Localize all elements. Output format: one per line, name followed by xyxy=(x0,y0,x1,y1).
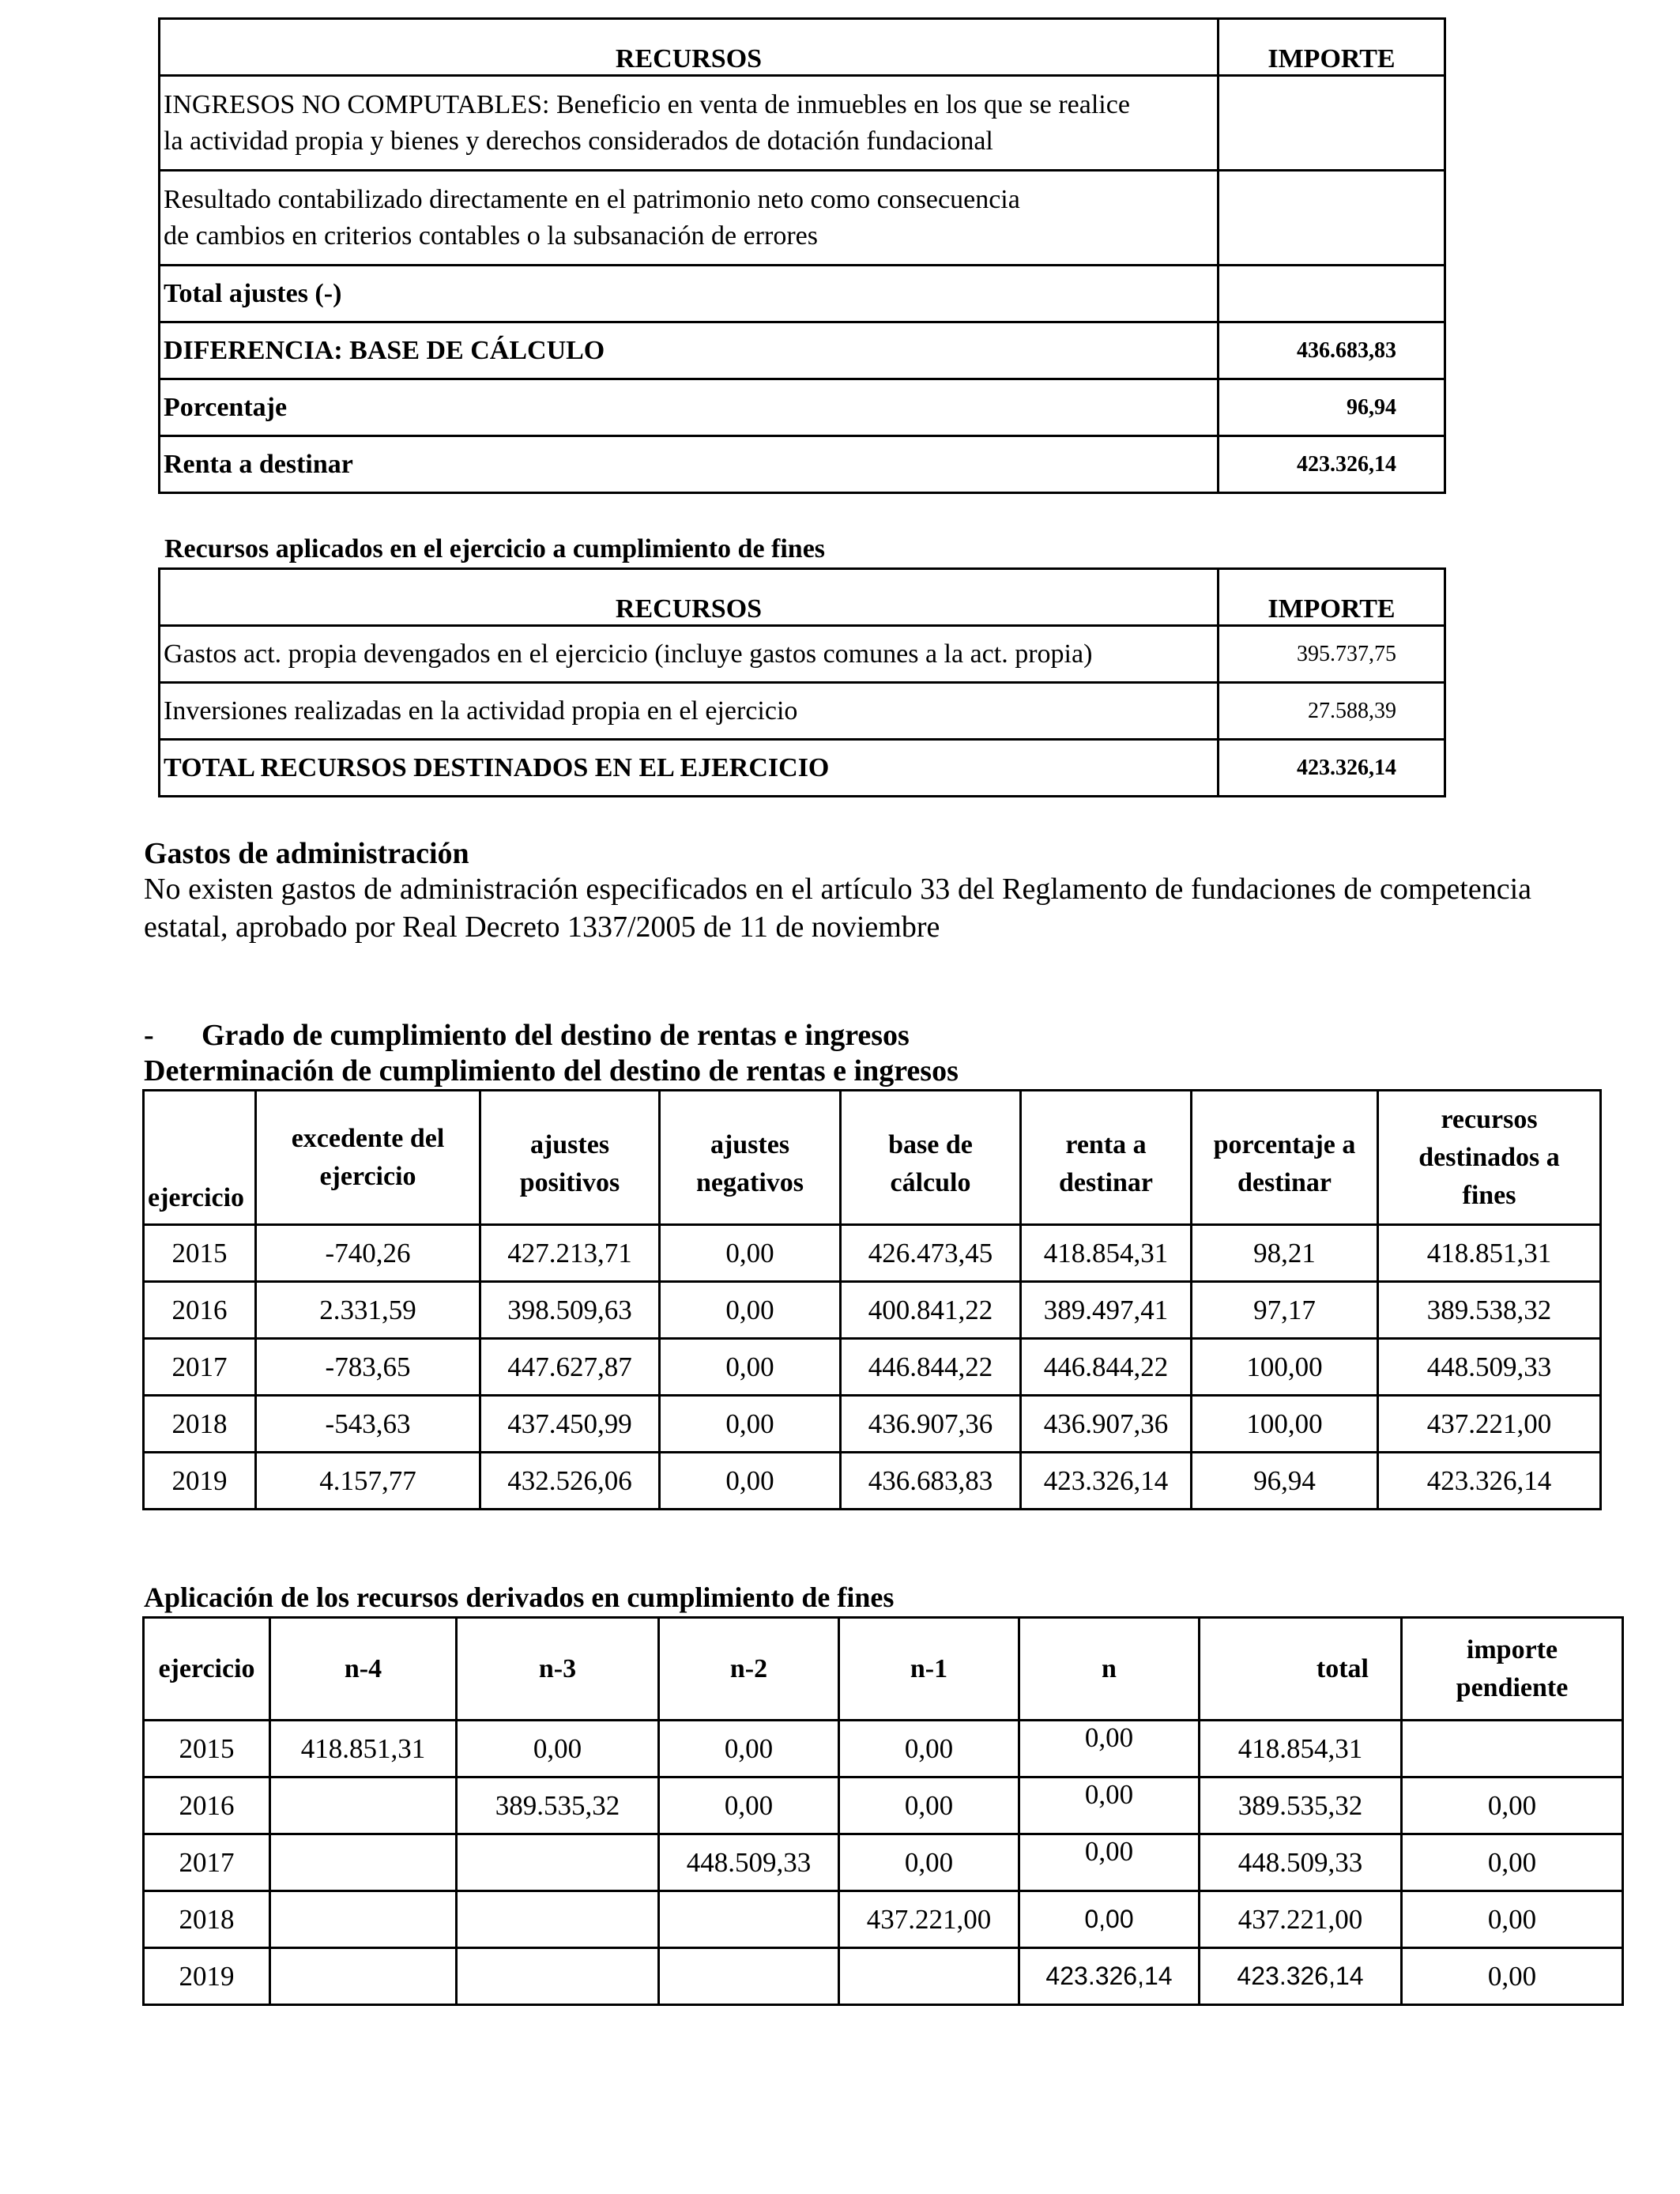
table-header-row xyxy=(160,569,1445,626)
table-cell: 2015 xyxy=(144,1225,256,1282)
table-cell: 398.509,63 xyxy=(480,1282,660,1339)
table-row xyxy=(144,1891,1623,1948)
table-cell: 0,00 xyxy=(839,1777,1019,1834)
table-cell xyxy=(839,1948,1019,2005)
renta-amount: 423.326,14 xyxy=(1219,436,1445,493)
table-cell: 2015 xyxy=(144,1721,270,1777)
col-header-line: recursos xyxy=(1441,1104,1538,1134)
row-text-line: INGRESOS NO COMPUTABLES: Beneficio en venta de inmuebles en los que se realice xyxy=(164,89,1130,119)
table-cell: 423.326,14 xyxy=(1200,1948,1402,2005)
col-header xyxy=(144,1091,256,1225)
table-cell: 389.497,41 xyxy=(1021,1282,1192,1339)
col-header xyxy=(1378,1091,1601,1225)
col-header-line: ajustes xyxy=(529,1129,610,1159)
col-header: n-2 xyxy=(659,1618,839,1721)
table-row xyxy=(160,379,1445,436)
amount-cell xyxy=(1219,171,1445,266)
amount-cell xyxy=(1219,76,1445,171)
inversiones-label: Inversiones realizadas en la actividad propia en el ejercicio xyxy=(160,683,1219,740)
table-cell: 2017 xyxy=(144,1339,256,1396)
table-header-row xyxy=(160,19,1445,76)
table-cell: 0,00 xyxy=(660,1225,841,1282)
table-cell: 2.331,59 xyxy=(256,1282,480,1339)
col-header: ejercicio xyxy=(144,1618,270,1721)
table-cell: 100,00 xyxy=(1192,1339,1378,1396)
col-header-line: excedente del xyxy=(291,1123,445,1153)
table-row xyxy=(160,436,1445,493)
table-cell: 0,00 xyxy=(660,1396,841,1453)
table-cell: 0,00 xyxy=(839,1834,1019,1891)
col-header: n-3 xyxy=(457,1618,659,1721)
col-header-line: renta a xyxy=(1065,1129,1147,1159)
col-header-line: fines xyxy=(1462,1180,1516,1210)
table-row xyxy=(160,683,1445,740)
diferencia-label: DIFERENCIA: BASE DE CÁLCULO xyxy=(160,322,1219,379)
table-cell: 0,00 xyxy=(839,1721,1019,1777)
table-cell: 436.907,36 xyxy=(841,1396,1021,1453)
table-cell: 100,00 xyxy=(1192,1396,1378,1453)
table-row xyxy=(160,740,1445,797)
table-cell: 98,21 xyxy=(1192,1225,1378,1282)
table-cell: 97,17 xyxy=(1192,1282,1378,1339)
table-cell xyxy=(457,1834,659,1891)
col-header xyxy=(841,1091,1021,1225)
table-cell: 389.535,32 xyxy=(457,1777,659,1834)
col-header xyxy=(1402,1618,1623,1721)
row-text-line: la actividad propia y bienes y derechos considerados de dotación fundacional xyxy=(164,126,993,156)
resources-calculation-table xyxy=(158,17,1446,494)
table-cell-value: 0,00 xyxy=(1084,1721,1134,1753)
table-header-row xyxy=(144,1091,1601,1225)
table-cell xyxy=(270,1891,457,1948)
admin-text: No existen gastos de administración especificados en el artículo 33 del Reglamento de fundaciones de competencia estatal, aprobado por Real Decreto 1337/2005 de 11 de noviembre xyxy=(144,873,1531,944)
diferencia-amount: 436.683,83 xyxy=(1219,322,1445,379)
resultado-patrimonio-cell xyxy=(160,171,1219,266)
table-cell: 0,00 xyxy=(1402,1891,1623,1948)
col-header-line: ejercicio xyxy=(319,1161,416,1191)
table-header-row xyxy=(144,1618,1623,1721)
table-cell: 0,00 xyxy=(1402,1834,1623,1891)
table-cell-value: 0,00 xyxy=(1084,1778,1134,1810)
table-cell-value: 0,00 xyxy=(1084,1835,1134,1867)
table-cell: 423.326,14 xyxy=(1019,1948,1200,2005)
table-cell: 0,00 xyxy=(660,1453,841,1510)
table-cell: 423.326,14 xyxy=(1378,1453,1601,1510)
table-cell: -783,65 xyxy=(256,1339,480,1396)
header-importe: IMPORTE xyxy=(1219,569,1445,626)
col-header-line: negativos xyxy=(696,1167,804,1197)
porcentaje-label: Porcentaje xyxy=(160,379,1219,436)
gastos-amount: 395.737,75 xyxy=(1219,626,1445,683)
table-row xyxy=(144,1948,1623,2005)
table-cell: 447.627,87 xyxy=(480,1339,660,1396)
col-header: total xyxy=(1200,1618,1402,1721)
table-cell: -740,26 xyxy=(256,1225,480,1282)
table-cell: 437.450,99 xyxy=(480,1396,660,1453)
table-cell: 0,00 xyxy=(660,1282,841,1339)
col-header-line: destinados a xyxy=(1418,1142,1560,1172)
table-row xyxy=(144,1721,1623,1777)
header-recursos: RECURSOS xyxy=(160,569,1219,626)
table-cell: 418.854,31 xyxy=(1021,1225,1192,1282)
cumplimiento-table xyxy=(142,1089,1602,1510)
table-cell: 448.509,33 xyxy=(1200,1834,1402,1891)
table-cell: 0,00 xyxy=(1019,1891,1200,1948)
header-recursos: RECURSOS xyxy=(160,19,1219,76)
total-recursos-amount: 423.326,14 xyxy=(1219,740,1445,797)
table-cell xyxy=(1019,1777,1200,1834)
col-header: n-4 xyxy=(270,1618,457,1721)
table-row xyxy=(144,1282,1601,1339)
table-cell: 0,00 xyxy=(660,1339,841,1396)
table-row xyxy=(144,1453,1601,1510)
table-cell xyxy=(1019,1721,1200,1777)
determinacion-title: Determinación de cumplimiento del destino de rentas e ingresos xyxy=(144,1054,959,1088)
table-cell: 432.526,06 xyxy=(480,1453,660,1510)
table-cell xyxy=(270,1948,457,2005)
table-cell: 418.851,31 xyxy=(270,1721,457,1777)
table-cell: 2016 xyxy=(144,1282,256,1339)
porcentaje-amount: 96,94 xyxy=(1219,379,1445,436)
total-ajustes-label: Total ajustes (-) xyxy=(160,266,1219,322)
table-cell: 437.221,00 xyxy=(839,1891,1019,1948)
col-header xyxy=(1192,1091,1378,1225)
table-cell: 448.509,33 xyxy=(1378,1339,1601,1396)
col-header xyxy=(256,1091,480,1225)
table-cell: 0,00 xyxy=(457,1721,659,1777)
table-cell xyxy=(1402,1721,1623,1777)
table-row xyxy=(160,76,1445,171)
table-cell: 418.854,31 xyxy=(1200,1721,1402,1777)
admin-title: Gastos de administración xyxy=(144,837,469,870)
col-header xyxy=(1021,1091,1192,1225)
table-cell: 2017 xyxy=(144,1834,270,1891)
col-header: n xyxy=(1019,1618,1200,1721)
col-header-line: base de xyxy=(888,1129,973,1159)
table-cell: 448.509,33 xyxy=(659,1834,839,1891)
inversiones-amount: 27.588,39 xyxy=(1219,683,1445,740)
table-cell: 436.683,83 xyxy=(841,1453,1021,1510)
renta-label: Renta a destinar xyxy=(160,436,1219,493)
table-cell: 2019 xyxy=(144,1453,256,1510)
table-row xyxy=(144,1777,1623,1834)
grado-bullet: - xyxy=(144,1019,154,1052)
table-cell: 96,94 xyxy=(1192,1453,1378,1510)
total-ajustes-amount xyxy=(1219,266,1445,322)
table-cell: 437.221,00 xyxy=(1200,1891,1402,1948)
table-cell xyxy=(659,1948,839,2005)
col-header-line: destinar xyxy=(1237,1167,1332,1197)
table-cell: 423.326,14 xyxy=(1021,1453,1192,1510)
table-cell xyxy=(457,1891,659,1948)
table-cell: 437.221,00 xyxy=(1378,1396,1601,1453)
table-cell: 418.851,31 xyxy=(1378,1225,1601,1282)
col-header-line: ejercicio xyxy=(148,1183,245,1212)
table-cell: 0,00 xyxy=(1402,1777,1623,1834)
header-importe: IMPORTE xyxy=(1219,19,1445,76)
aplicacion-caption: Aplicación de los recursos derivados en cumplimiento de fines xyxy=(144,1581,895,1613)
table-cell: 0,00 xyxy=(659,1777,839,1834)
table-row xyxy=(144,1834,1623,1891)
table-row xyxy=(160,171,1445,266)
grado-title: Grado de cumplimiento del destino de rentas e ingresos xyxy=(202,1019,910,1052)
table-cell: -543,63 xyxy=(256,1396,480,1453)
recursos-aplicados-caption: Recursos aplicados en el ejercicio a cumplimiento de fines xyxy=(164,534,826,564)
table-cell: 400.841,22 xyxy=(841,1282,1021,1339)
table-cell: 446.844,22 xyxy=(841,1339,1021,1396)
table-cell: 436.907,36 xyxy=(1021,1396,1192,1453)
col-header-line: positivos xyxy=(519,1167,620,1197)
col-header-line: importe xyxy=(1466,1634,1558,1664)
table-cell xyxy=(659,1891,839,1948)
table-row xyxy=(144,1339,1601,1396)
table-cell xyxy=(270,1834,457,1891)
table-cell: 2018 xyxy=(144,1891,270,1948)
gastos-label: Gastos act. propia devengados en el ejercicio (incluye gastos comunes a la act. propia) xyxy=(160,626,1219,683)
table-row xyxy=(144,1225,1601,1282)
col-header xyxy=(660,1091,841,1225)
table-cell: 446.844,22 xyxy=(1021,1339,1192,1396)
table-cell xyxy=(270,1777,457,1834)
table-cell: 4.157,77 xyxy=(256,1453,480,1510)
col-header-line: porcentaje a xyxy=(1213,1129,1356,1159)
total-recursos-label: TOTAL RECURSOS DESTINADOS EN EL EJERCICIO xyxy=(160,740,1219,797)
table-cell: 389.538,32 xyxy=(1378,1282,1601,1339)
col-header-line: ajustes xyxy=(710,1129,790,1159)
table-cell: 389.535,32 xyxy=(1200,1777,1402,1834)
table-cell xyxy=(1019,1834,1200,1891)
table-cell: 0,00 xyxy=(659,1721,839,1777)
table-row xyxy=(144,1396,1601,1453)
table-cell: 2018 xyxy=(144,1396,256,1453)
col-header xyxy=(480,1091,660,1225)
table-cell xyxy=(457,1948,659,2005)
ingresos-no-computables-cell xyxy=(160,76,1219,171)
table-row xyxy=(160,626,1445,683)
col-header-line: cálculo xyxy=(890,1167,971,1197)
col-header-line: destinar xyxy=(1059,1167,1153,1197)
row-text-line: Resultado contabilizado directamente en el patrimonio neto como consecuencia xyxy=(164,184,1020,214)
table-cell: 2016 xyxy=(144,1777,270,1834)
aplicacion-table xyxy=(142,1616,1624,2006)
col-header-line: pendiente xyxy=(1456,1672,1569,1702)
table-cell: 427.213,71 xyxy=(480,1225,660,1282)
table-cell: 2019 xyxy=(144,1948,270,2005)
table-cell: 426.473,45 xyxy=(841,1225,1021,1282)
resources-applied-table xyxy=(158,567,1446,797)
table-row xyxy=(160,266,1445,322)
table-row xyxy=(160,322,1445,379)
col-header: n-1 xyxy=(839,1618,1019,1721)
row-text-line: de cambios en criterios contables o la subsanación de errores xyxy=(164,221,818,251)
table-cell: 0,00 xyxy=(1402,1948,1623,2005)
